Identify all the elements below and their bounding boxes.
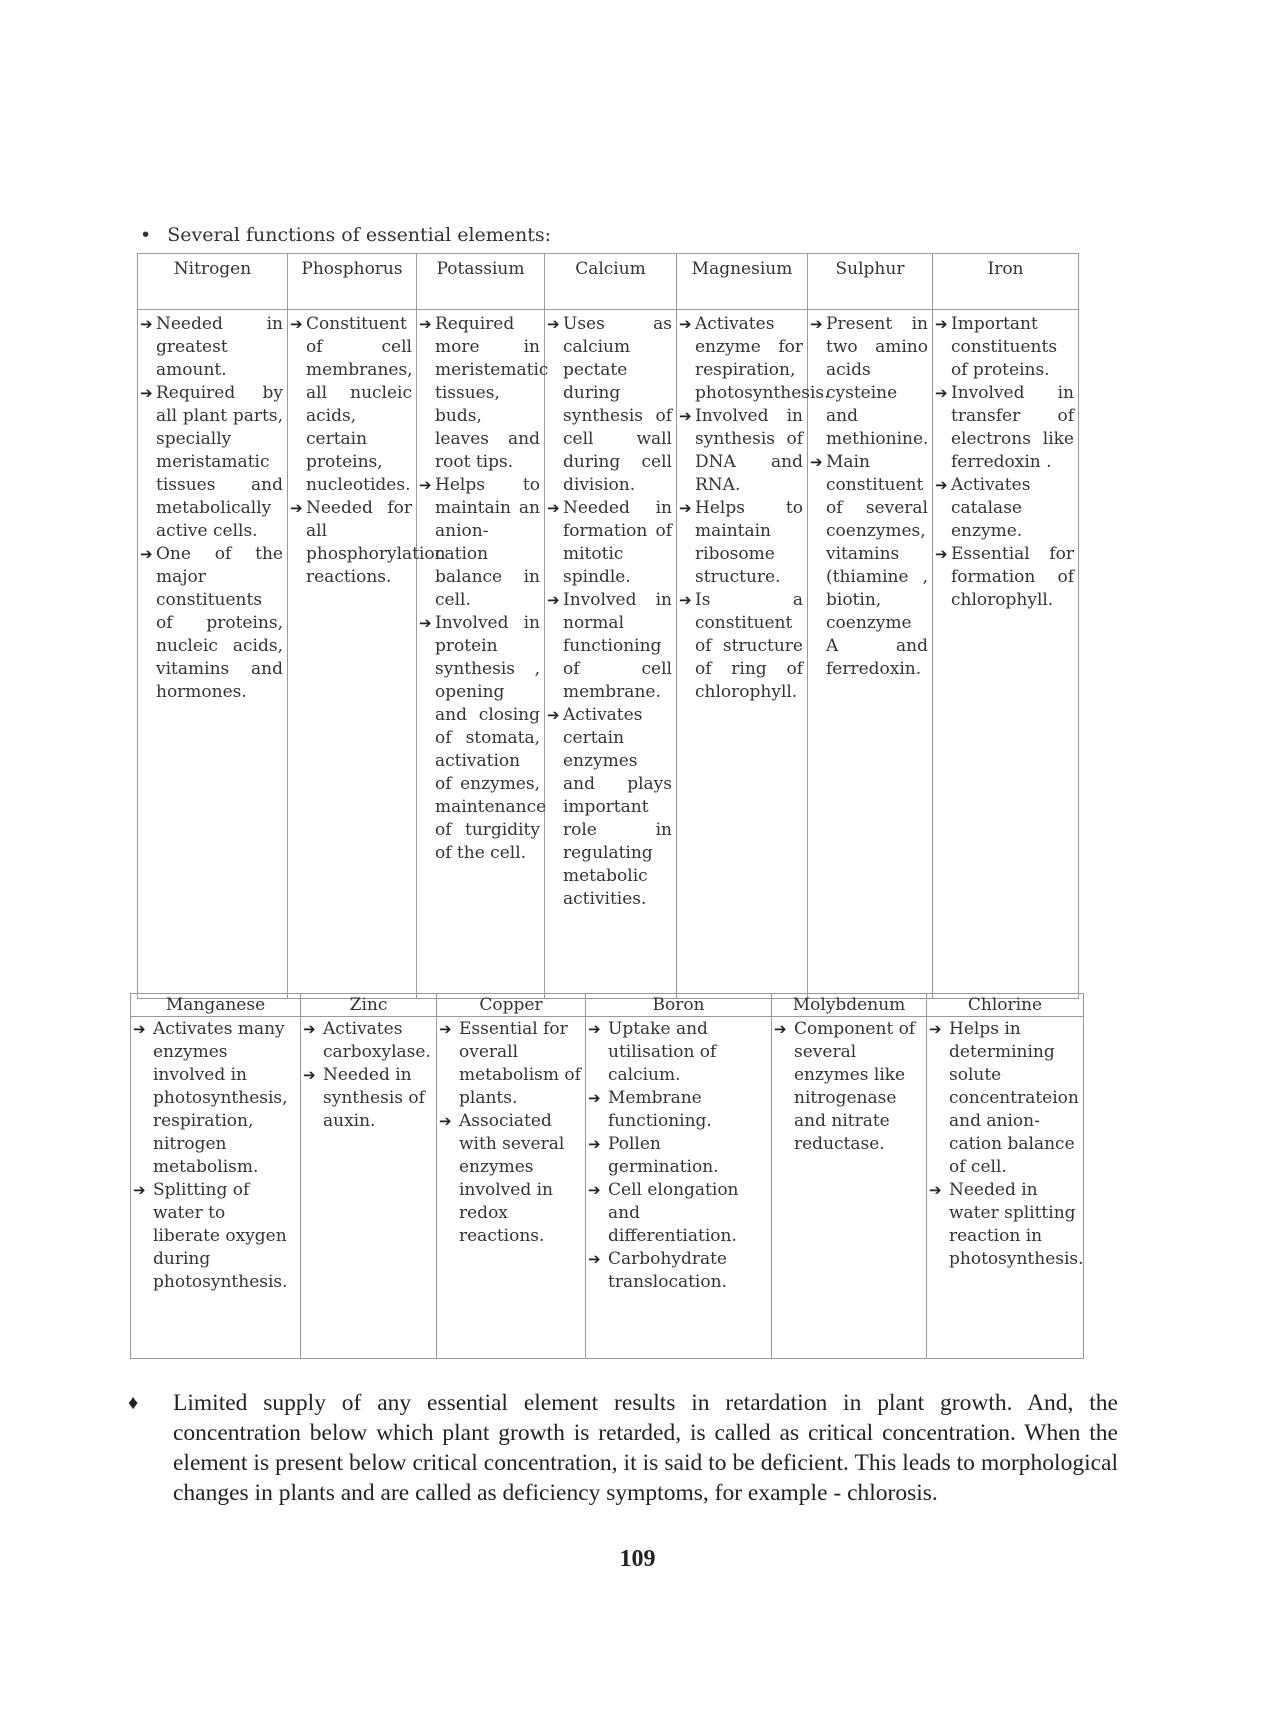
list-item [417, 612, 547, 865]
arrow-right-icon: ➔ [133, 1020, 146, 1038]
list-item [677, 313, 830, 405]
list-item-text: Involved in protein synthesis , opening and closing of stomata, activation of enzymes, maintenance of turgidity of the cell. [435, 613, 547, 863]
list-item [437, 1110, 581, 1248]
list-item-text: Splitting of water to liberate oxygen during photosynthesis. [153, 1180, 288, 1292]
arrow-right-icon: ➔ [588, 1089, 601, 1107]
column-header: Sulphur [808, 254, 933, 310]
essential-elements-table-2 [130, 993, 1084, 1359]
list-item [131, 1179, 296, 1294]
table-body-row [131, 1017, 1084, 1359]
table-cell [933, 310, 1079, 999]
list-item-text: Pollen germination. [608, 1134, 719, 1177]
arrow-right-icon: ➔ [935, 476, 948, 494]
list-item [933, 543, 1074, 612]
list-item [417, 313, 549, 474]
list-item [808, 451, 928, 681]
arrow-right-icon: ➔ [290, 315, 303, 333]
list-item-text: Cell elongation and differentiation. [608, 1180, 739, 1246]
function-list [677, 313, 830, 704]
arrow-right-icon: ➔ [419, 476, 432, 494]
list-item [545, 497, 672, 589]
function-list [437, 1018, 585, 1248]
list-item [545, 589, 672, 704]
list-item [301, 1064, 432, 1133]
arrow-right-icon: ➔ [140, 315, 153, 333]
arrow-right-icon: ➔ [679, 499, 692, 517]
table-header-row [138, 254, 1079, 310]
list-item-text: Is a constituent of structure of ring of chlorophyll. [695, 590, 803, 702]
arrow-right-icon: ➔ [929, 1020, 942, 1038]
list-item [586, 1179, 767, 1248]
table-cell [138, 310, 288, 999]
arrow-right-icon: ➔ [290, 499, 303, 517]
list-item [138, 313, 283, 382]
bullet-dot-icon: • [140, 224, 152, 246]
list-item [586, 1087, 767, 1133]
list-item-text: Needed in formation of mitotic spindle. [563, 498, 672, 587]
column-header: Calcium [545, 254, 677, 310]
function-list [586, 1018, 771, 1294]
list-item-text: Needed in water splitting reaction in photosynthesis. [949, 1180, 1084, 1269]
table-cell [417, 310, 549, 999]
column-header: Iron [933, 254, 1079, 310]
list-item-text: Essential for formation of chlorophyll. [951, 544, 1074, 610]
column-header: Chlorine [927, 994, 1084, 1017]
table-header-row [131, 994, 1084, 1017]
table-cell [927, 1017, 1084, 1359]
list-item-text: Uptake and utilisation of calcium. [608, 1019, 717, 1085]
essential-elements-table-1 [137, 253, 1079, 999]
arrow-right-icon: ➔ [810, 453, 823, 471]
list-item [288, 497, 446, 589]
list-item [138, 382, 283, 543]
arrow-right-icon: ➔ [588, 1020, 601, 1038]
arrow-right-icon: ➔ [929, 1181, 942, 1199]
list-item [545, 313, 672, 497]
list-item-text: Important constituents of proteins. [951, 314, 1058, 380]
list-item [927, 1018, 1079, 1179]
diamond-bullet-icon: ♦ [128, 1392, 139, 1414]
list-item-text: Present in two amino acids cysteine and methionine. [826, 314, 929, 449]
arrow-right-icon: ➔ [935, 545, 948, 563]
table-body-row [138, 310, 1079, 999]
table-cell [131, 1017, 301, 1359]
column-header: Zinc [301, 994, 437, 1017]
paragraph-text: Limited supply of any essential element results in retardation in plant growth. And, the concentration below which plant growth is retarded, is called as critical concentration. When the element is present below critical concentration, it is said to be deficient. This leads to morphological changes in plants and are called as deficiency symptoms, for example - chlorosis. [173, 1390, 1118, 1506]
arrow-right-icon: ➔ [439, 1020, 452, 1038]
list-item-text: Component of several enzymes like nitrogenase and nitrate reductase. [794, 1019, 916, 1154]
list-item [933, 382, 1074, 474]
list-item [933, 474, 1074, 543]
column-header: Magnesium [677, 254, 808, 310]
function-list [417, 313, 549, 865]
column-header: Copper [437, 994, 586, 1017]
list-item [677, 497, 803, 589]
table-cell [288, 310, 446, 999]
section-heading-text: Several functions of essential elements: [167, 224, 552, 246]
list-item [772, 1018, 922, 1156]
column-header: Nitrogen [138, 254, 288, 310]
function-list [138, 313, 287, 704]
arrow-right-icon: ➔ [419, 614, 432, 632]
list-item-text: Needed for all phosphorylation reactions. [306, 498, 446, 587]
list-item-text: Involved in synthesis of DNA and RNA. [695, 406, 803, 495]
list-item [677, 405, 803, 497]
arrow-right-icon: ➔ [679, 591, 692, 609]
list-item [586, 1248, 767, 1294]
list-item-text: Involved in normal functioning of cell membrane. [563, 590, 672, 702]
list-item-text: Needed in greatest amount. [156, 314, 283, 380]
list-item-text: Required by all plant parts, specially meristamatic tissues and metabolically active cells. [156, 383, 283, 541]
column-header: Manganese [131, 994, 301, 1017]
function-list [131, 1018, 300, 1294]
section-heading [140, 224, 551, 246]
column-header: Molybdenum [772, 994, 927, 1017]
arrow-right-icon: ➔ [935, 384, 948, 402]
list-item-text: Activates enzyme for respiration, photosynthesis. [695, 314, 830, 403]
table-cell [772, 1017, 927, 1359]
function-list [301, 1018, 436, 1133]
column-header: Phosphorus [288, 254, 417, 310]
function-list [772, 1018, 926, 1156]
table-cell [545, 310, 677, 999]
list-item [131, 1018, 296, 1179]
arrow-right-icon: ➔ [935, 315, 948, 333]
list-item-text: Main constituent of several coenzymes, vitamins (thiamine , biotin, coenzyme A and ferredoxin. [826, 452, 928, 679]
list-item-text: Helps in determining solute concentrateion and anion-cation balance of cell. [949, 1019, 1079, 1177]
list-item-text: Uses as calcium pectate during synthesis of cell wall during cell division. [563, 314, 672, 495]
list-item [933, 313, 1074, 382]
arrow-right-icon: ➔ [774, 1020, 787, 1038]
arrow-right-icon: ➔ [419, 315, 432, 333]
arrow-right-icon: ➔ [588, 1250, 601, 1268]
arrow-right-icon: ➔ [439, 1112, 452, 1130]
list-item [301, 1018, 432, 1064]
list-item-text: Carbohydrate translocation. [608, 1249, 727, 1292]
table-cell [677, 310, 830, 999]
arrow-right-icon: ➔ [588, 1181, 601, 1199]
function-list [545, 313, 676, 911]
list-item-text: Constituent of cell membranes, all nucleic acids, certain proteins, nucleotides. [306, 314, 413, 495]
column-header: Potassium [417, 254, 545, 310]
list-item [545, 704, 672, 911]
list-item [927, 1179, 1084, 1271]
list-item-text: Helps to maintain an anion-cation balance in cell. [435, 475, 540, 610]
list-item-text: Activates catalase enzyme. [951, 475, 1031, 541]
deficiency-paragraph [128, 1388, 1118, 1508]
list-item-text: Associated with several enzymes involved in redox reactions. [459, 1111, 565, 1246]
arrow-right-icon: ➔ [547, 315, 560, 333]
list-item-text: Essential for overall metabolism of plants. [459, 1019, 581, 1108]
column-header: Boron [586, 994, 772, 1017]
arrow-right-icon: ➔ [810, 315, 823, 333]
list-item-text: Helps to maintain ribosome structure. [695, 498, 803, 587]
list-item [138, 543, 283, 704]
table-cell [808, 310, 933, 999]
function-list [808, 313, 932, 681]
table-cell [437, 1017, 586, 1359]
list-item [586, 1018, 767, 1087]
table-cell [586, 1017, 772, 1359]
arrow-right-icon: ➔ [547, 706, 560, 724]
arrow-right-icon: ➔ [588, 1135, 601, 1153]
arrow-right-icon: ➔ [679, 315, 692, 333]
arrow-right-icon: ➔ [303, 1066, 316, 1084]
list-item-text: One of the major constituents of proteins, nucleic acids, vitamins and hormones. [156, 544, 283, 702]
arrow-right-icon: ➔ [303, 1020, 316, 1038]
list-item [437, 1018, 581, 1110]
list-item-text: Needed in synthesis of auxin. [323, 1065, 425, 1131]
table-cell [301, 1017, 437, 1359]
list-item-text: Activates certain enzymes and plays important role in regulating metabolic activities. [563, 705, 672, 909]
function-list [933, 313, 1078, 612]
arrow-right-icon: ➔ [547, 591, 560, 609]
list-item [677, 589, 803, 704]
arrow-right-icon: ➔ [547, 499, 560, 517]
function-list [288, 313, 446, 589]
list-item-text: Activates many enzymes involved in photosynthesis, respiration, nitrogen metabolism. [153, 1019, 288, 1177]
function-list [927, 1018, 1083, 1271]
list-item [417, 474, 540, 612]
arrow-right-icon: ➔ [679, 407, 692, 425]
list-item-text: Involved in transfer of electrons like ferredoxin . [951, 383, 1074, 472]
arrow-right-icon: ➔ [140, 545, 153, 563]
list-item-text: Membrane functioning. [608, 1088, 712, 1131]
list-item [808, 313, 928, 451]
list-item [586, 1133, 767, 1179]
arrow-right-icon: ➔ [133, 1181, 146, 1199]
page-number: 109 [619, 1546, 656, 1572]
arrow-right-icon: ➔ [140, 384, 153, 402]
list-item-text: Required more in meristematic tissues, buds, leaves and root tips. [435, 314, 549, 472]
list-item-text: Activates carboxylase. [323, 1019, 431, 1062]
list-item [288, 313, 412, 497]
